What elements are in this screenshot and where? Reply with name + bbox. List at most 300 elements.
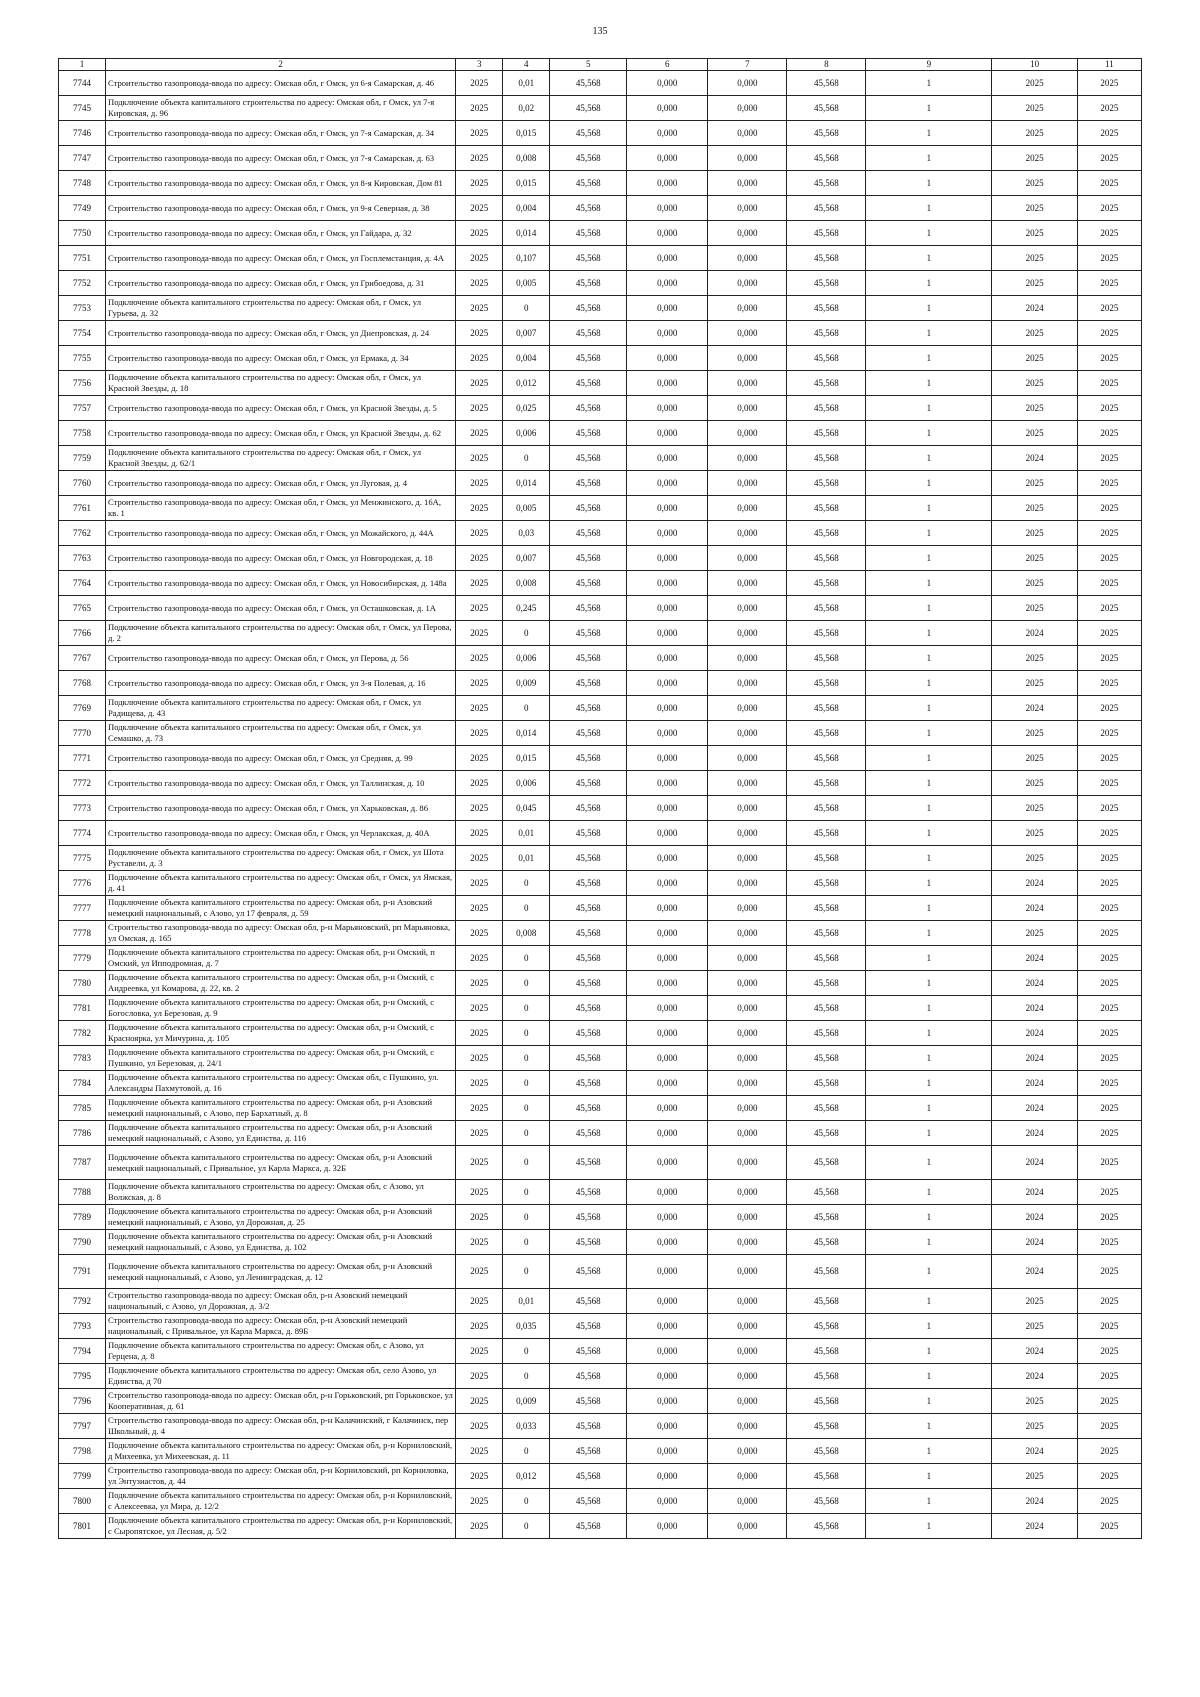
table-row: [59, 621, 1142, 646]
table-cell: 45,568: [550, 271, 627, 296]
table-cell: 0,035: [503, 1314, 550, 1339]
table-cell: 2025: [456, 1205, 503, 1230]
table-row: [59, 1230, 1142, 1255]
table-row: [59, 1439, 1142, 1464]
table-cell: 2025: [456, 871, 503, 896]
table-cell: 45,568: [550, 721, 627, 746]
table-cell: 0: [503, 1071, 550, 1096]
table-cell: 0,015: [503, 746, 550, 771]
table-cell: 0,014: [503, 471, 550, 496]
table-cell: 2025: [456, 971, 503, 996]
table-cell: 0,000: [627, 1046, 708, 1071]
table-cell: 45,568: [787, 896, 866, 921]
table-cell: 45,568: [787, 171, 866, 196]
table-row: [59, 1046, 1142, 1071]
table-cell: 45,568: [550, 521, 627, 546]
table-cell: 0,000: [627, 271, 708, 296]
column-header: 9: [866, 59, 992, 71]
table-cell: 0,000: [708, 271, 787, 296]
table-cell: Строительство газопровода-ввода по адресу: Омская обл, г Омск, ул Черлакская, д. 40А: [105, 821, 455, 846]
table-cell: 0,000: [708, 821, 787, 846]
table-cell: 2025: [992, 371, 1077, 396]
table-cell: 7757: [59, 396, 106, 421]
table-cell: 45,568: [550, 1514, 627, 1539]
table-cell: 2025: [456, 921, 503, 946]
table-cell: 1: [866, 921, 992, 946]
table-row: [59, 821, 1142, 846]
table-cell: 45,568: [550, 71, 627, 96]
table-cell: 45,568: [787, 571, 866, 596]
table-cell: Строительство газопровода-ввода по адресу: Омская обл, г Омск, ул Красной Звезды, д. 62: [105, 421, 455, 446]
table-cell: 45,568: [787, 821, 866, 846]
table-row: [59, 646, 1142, 671]
table-cell: 1: [866, 1339, 992, 1364]
table-cell: Строительство газопровода-ввода по адресу: Омская обл, г Омск, ул Луговая, д. 4: [105, 471, 455, 496]
table-cell: 2025: [1077, 421, 1141, 446]
table-cell: 0,000: [627, 696, 708, 721]
table-cell: 45,568: [550, 371, 627, 396]
table-cell: 45,568: [787, 996, 866, 1021]
table-cell: 2025: [1077, 696, 1141, 721]
table-cell: 45,568: [550, 1464, 627, 1489]
table-cell: 2024: [992, 1514, 1077, 1539]
table-cell: 0: [503, 1205, 550, 1230]
table-cell: 0,000: [627, 1255, 708, 1289]
table-cell: 2025: [1077, 621, 1141, 646]
table-cell: 0,000: [627, 396, 708, 421]
table-cell: 2025: [456, 521, 503, 546]
table-cell: 0,000: [708, 321, 787, 346]
table-cell: 1: [866, 1489, 992, 1514]
table-cell: Строительство газопровода-ввода по адресу: Омская обл, г Омск, ул Новосибирская, д. 148а: [105, 571, 455, 596]
table-cell: 0,000: [627, 1514, 708, 1539]
table-cell: 2025: [456, 71, 503, 96]
table-cell: 45,568: [787, 1046, 866, 1071]
column-header-row: [59, 59, 1142, 71]
table-cell: 0,107: [503, 246, 550, 271]
table-cell: 2025: [992, 1389, 1077, 1414]
table-cell: 0,01: [503, 846, 550, 871]
table-cell: 7783: [59, 1046, 106, 1071]
table-cell: 45,568: [787, 646, 866, 671]
table-cell: 7801: [59, 1514, 106, 1539]
table-cell: 1: [866, 71, 992, 96]
table-cell: 45,568: [550, 571, 627, 596]
table-cell: 0,000: [708, 496, 787, 521]
table-cell: 45,568: [787, 1339, 866, 1364]
table-cell: 2025: [992, 421, 1077, 446]
table-cell: 1: [866, 196, 992, 221]
table-cell: 2025: [456, 346, 503, 371]
table-cell: 0,000: [708, 246, 787, 271]
table-cell: 2024: [992, 896, 1077, 921]
table-cell: 2024: [992, 1339, 1077, 1364]
table-cell: 7755: [59, 346, 106, 371]
table-row: [59, 471, 1142, 496]
table-cell: 0: [503, 1096, 550, 1121]
table-cell: 45,568: [787, 546, 866, 571]
table-cell: 2025: [992, 171, 1077, 196]
table-cell: 7796: [59, 1389, 106, 1414]
table-cell: 2025: [992, 246, 1077, 271]
table-row: [59, 296, 1142, 321]
table-cell: 45,568: [787, 446, 866, 471]
table-cell: 2025: [1077, 496, 1141, 521]
table-cell: 0,000: [708, 296, 787, 321]
table-cell: 0,000: [708, 1255, 787, 1289]
table-cell: 2025: [992, 271, 1077, 296]
table-cell: 0,000: [708, 346, 787, 371]
table-cell: 2024: [992, 1096, 1077, 1121]
table-cell: 0,000: [708, 996, 787, 1021]
table-cell: 1: [866, 971, 992, 996]
table-cell: 1: [866, 1289, 992, 1314]
column-header: 4: [503, 59, 550, 71]
table-cell: 7774: [59, 821, 106, 846]
table-cell: 2024: [992, 296, 1077, 321]
table-cell: 2025: [456, 621, 503, 646]
table-cell: 1: [866, 871, 992, 896]
table-cell: 2025: [456, 846, 503, 871]
table-cell: 2025: [456, 1121, 503, 1146]
table-cell: 45,568: [787, 471, 866, 496]
table-cell: Подключение объекта капитального строительства по адресу: Омская обл, г Омск, ул 7-я Кировская, д. 96: [105, 96, 455, 121]
table-cell: 2025: [456, 1180, 503, 1205]
table-cell: 45,568: [550, 1121, 627, 1146]
table-cell: Подключение объекта капитального строительства по адресу: Омская обл, г Омск, ул Гурьева, д. 32: [105, 296, 455, 321]
table-cell: 0,014: [503, 221, 550, 246]
table-cell: 0: [503, 1364, 550, 1389]
table-cell: 0,000: [627, 321, 708, 346]
table-cell: 0,000: [627, 296, 708, 321]
table-cell: 0,008: [503, 571, 550, 596]
table-cell: 7791: [59, 1255, 106, 1289]
table-cell: 0,000: [627, 96, 708, 121]
table-cell: 1: [866, 621, 992, 646]
table-row: [59, 121, 1142, 146]
table-cell: 0,000: [627, 1289, 708, 1314]
table-cell: 2025: [1077, 96, 1141, 121]
table-cell: Строительство газопровода-ввода по адресу: Омская обл, г Омск, ул Таллинская, д. 10: [105, 771, 455, 796]
table-cell: 45,568: [787, 746, 866, 771]
table-cell: 0,000: [627, 621, 708, 646]
table-cell: 2025: [1077, 571, 1141, 596]
table-cell: 7800: [59, 1489, 106, 1514]
table-cell: 2025: [1077, 196, 1141, 221]
table-cell: 2024: [992, 946, 1077, 971]
table-cell: 45,568: [787, 1464, 866, 1489]
table-cell: 0: [503, 1230, 550, 1255]
table-row: [59, 346, 1142, 371]
table-cell: 0,000: [708, 921, 787, 946]
table-cell: 0,008: [503, 921, 550, 946]
table-cell: 45,568: [787, 1121, 866, 1146]
table-cell: 1: [866, 696, 992, 721]
table-cell: 1: [866, 246, 992, 271]
table-cell: 45,568: [550, 221, 627, 246]
table-cell: 0,000: [708, 1414, 787, 1439]
table-cell: 1: [866, 1514, 992, 1539]
table-cell: Подключение объекта капитального строительства по адресу: Омская обл, р-н Азовский немецкий национальный, с Азово, ул Единства, д. 102: [105, 1230, 455, 1255]
table-cell: 45,568: [787, 196, 866, 221]
table-cell: 0,000: [627, 471, 708, 496]
table-cell: 1: [866, 221, 992, 246]
table-cell: 2025: [456, 1389, 503, 1414]
table-row: [59, 971, 1142, 996]
table-cell: 2025: [456, 1046, 503, 1071]
table-cell: 1: [866, 1464, 992, 1489]
table-cell: Строительство газопровода-ввода по адресу: Омская обл, р-н Азовский немецкий национальный, с Азово, ул Дорожная, д. 3/2: [105, 1289, 455, 1314]
table-cell: 2025: [1077, 1289, 1141, 1314]
table-cell: 2025: [1077, 1180, 1141, 1205]
table-cell: 1: [866, 121, 992, 146]
table-row: [59, 221, 1142, 246]
table-cell: 45,568: [550, 146, 627, 171]
table-cell: Подключение объекта капитального строительства по адресу: Омская обл, р-н Азовский немецкий национальный, с Привальное, ул Карла Маркса, д. 32Б: [105, 1146, 455, 1180]
table-cell: 0,000: [708, 1205, 787, 1230]
table-row: [59, 546, 1142, 571]
table-cell: 7764: [59, 571, 106, 596]
table-cell: 7767: [59, 646, 106, 671]
table-cell: 2025: [456, 646, 503, 671]
table-cell: 1: [866, 546, 992, 571]
table-cell: 0,000: [627, 871, 708, 896]
table-cell: Строительство газопровода-ввода по адресу: Омская обл, г Омск, ул Можайского, д. 44А: [105, 521, 455, 546]
table-cell: 2025: [456, 1339, 503, 1364]
table-cell: 0: [503, 1514, 550, 1539]
table-cell: 2024: [992, 871, 1077, 896]
table-row: [59, 1514, 1142, 1539]
table-cell: 0,03: [503, 521, 550, 546]
table-row: [59, 1096, 1142, 1121]
table-cell: 2025: [456, 671, 503, 696]
table-cell: 0,000: [708, 1464, 787, 1489]
table-cell: 45,568: [550, 96, 627, 121]
table-cell: 0,000: [627, 1205, 708, 1230]
table-cell: 45,568: [550, 1414, 627, 1439]
table-cell: 1: [866, 646, 992, 671]
table-cell: 2025: [992, 321, 1077, 346]
table-cell: 0,009: [503, 1389, 550, 1414]
table-cell: 45,568: [787, 1389, 866, 1414]
table-cell: 45,568: [550, 1046, 627, 1071]
table-cell: 2024: [992, 971, 1077, 996]
table-cell: 45,568: [787, 371, 866, 396]
table-cell: 45,568: [787, 921, 866, 946]
table-cell: 2025: [456, 321, 503, 346]
table-cell: 0,000: [708, 446, 787, 471]
table-cell: 0,000: [627, 896, 708, 921]
table-cell: 7756: [59, 371, 106, 396]
table-row: [59, 421, 1142, 446]
table-cell: 2025: [1077, 1230, 1141, 1255]
table-cell: 2025: [1077, 1255, 1141, 1289]
table-row: [59, 446, 1142, 471]
table-cell: 7788: [59, 1180, 106, 1205]
table-cell: 0: [503, 1439, 550, 1464]
table-cell: 7785: [59, 1096, 106, 1121]
table-cell: 2025: [1077, 846, 1141, 871]
table-cell: 45,568: [787, 696, 866, 721]
table-cell: Подключение объекта капитального строительства по адресу: Омская обл, г Омск, ул Ямская, д. 41: [105, 871, 455, 896]
table-cell: 2025: [992, 346, 1077, 371]
table-cell: 2024: [992, 1121, 1077, 1146]
table-cell: 45,568: [550, 496, 627, 521]
table-cell: 2024: [992, 1364, 1077, 1389]
table-cell: Строительство газопровода-ввода по адресу: Омская обл, г Омск, ул Менжинского, д. 16А, кв. 1: [105, 496, 455, 521]
table-cell: 2025: [992, 821, 1077, 846]
table-cell: 0,000: [627, 246, 708, 271]
table-cell: 2025: [992, 221, 1077, 246]
table-cell: 7768: [59, 671, 106, 696]
table-cell: 7795: [59, 1364, 106, 1389]
table-cell: 1: [866, 1205, 992, 1230]
table-cell: 45,568: [550, 771, 627, 796]
table-row: [59, 1255, 1142, 1289]
table-cell: Строительство газопровода-ввода по адресу: Омская обл, г Омск, ул 3-я Полевая, д. 16: [105, 671, 455, 696]
table-cell: 1: [866, 896, 992, 921]
table-cell: 0,000: [627, 746, 708, 771]
table-cell: 0,000: [627, 421, 708, 446]
table-cell: 0,000: [627, 171, 708, 196]
table-cell: 0,000: [627, 646, 708, 671]
column-header: 2: [105, 59, 455, 71]
table-cell: 0,000: [708, 1489, 787, 1514]
table-cell: 45,568: [550, 1289, 627, 1314]
table-cell: Строительство газопровода-ввода по адресу: Омская обл, р-н Корниловский, рп Корниловка, ул Энтузиастов, д. 44: [105, 1464, 455, 1489]
table-cell: 1: [866, 521, 992, 546]
table-cell: 2025: [1077, 546, 1141, 571]
table-cell: 1: [866, 1439, 992, 1464]
table-cell: 2025: [456, 596, 503, 621]
column-header: 8: [787, 59, 866, 71]
table-cell: 2025: [1077, 921, 1141, 946]
table-cell: 0,000: [627, 1389, 708, 1414]
table-cell: 0,006: [503, 421, 550, 446]
table-cell: Строительство газопровода-ввода по адресу: Омская обл, р-н Марьяновский, рп Марьяновка, ул Омская, д. 165: [105, 921, 455, 946]
table-cell: Подключение объекта капитального строительства по адресу: Омская обл, р-н Корниловский, с Алексеевка, ул Мира, д. 12/2: [105, 1489, 455, 1514]
table-cell: 2025: [1077, 271, 1141, 296]
table-cell: 7798: [59, 1439, 106, 1464]
table-cell: 0,009: [503, 671, 550, 696]
table-cell: 7790: [59, 1230, 106, 1255]
table-cell: 45,568: [550, 1146, 627, 1180]
table-cell: 2024: [992, 1489, 1077, 1514]
table-cell: 7775: [59, 846, 106, 871]
table-cell: 2025: [1077, 771, 1141, 796]
table-cell: 1: [866, 1046, 992, 1071]
table-cell: 2025: [992, 771, 1077, 796]
table-row: [59, 271, 1142, 296]
table-row: [59, 1364, 1142, 1389]
table-cell: 45,568: [787, 1205, 866, 1230]
table-cell: 0,000: [708, 1289, 787, 1314]
table-cell: Подключение объекта капитального строительства по адресу: Омская обл, с Азово, ул Волжская, д. 8: [105, 1180, 455, 1205]
table-cell: 45,568: [787, 1439, 866, 1464]
table-cell: Подключение объекта капитального строительства по адресу: Омская обл, г Омск, ул Семашко, д. 73: [105, 721, 455, 746]
table-cell: 0,008: [503, 146, 550, 171]
table-cell: 45,568: [550, 121, 627, 146]
table-cell: 0,01: [503, 1289, 550, 1314]
table-cell: 45,568: [787, 146, 866, 171]
table-cell: 0,000: [627, 721, 708, 746]
column-header: 7: [708, 59, 787, 71]
table-cell: 7765: [59, 596, 106, 621]
table-cell: 0,000: [708, 1121, 787, 1146]
table-cell: Подключение объекта капитального строительства по адресу: Омская обл, г Омск, ул Радищева, д. 43: [105, 696, 455, 721]
table-cell: 0,000: [708, 846, 787, 871]
table-cell: 2025: [1077, 146, 1141, 171]
table-cell: 2025: [456, 1289, 503, 1314]
table-row: [59, 1121, 1142, 1146]
table-cell: 2025: [992, 96, 1077, 121]
table-cell: 2025: [1077, 971, 1141, 996]
table-cell: 0: [503, 696, 550, 721]
table-cell: 1: [866, 496, 992, 521]
table-cell: 45,568: [550, 1071, 627, 1096]
table-cell: 0,000: [708, 1364, 787, 1389]
table-cell: 2025: [992, 396, 1077, 421]
table-cell: 0,000: [708, 621, 787, 646]
table-cell: 45,568: [787, 771, 866, 796]
table-cell: 45,568: [550, 1389, 627, 1414]
table-cell: 7746: [59, 121, 106, 146]
table-cell: 45,568: [550, 421, 627, 446]
table-cell: 45,568: [550, 671, 627, 696]
table-cell: 2025: [1077, 1121, 1141, 1146]
table-cell: 0,000: [627, 821, 708, 846]
table-cell: 1: [866, 1021, 992, 1046]
table-cell: 0,000: [708, 746, 787, 771]
table-cell: 0,000: [708, 946, 787, 971]
table-row: [59, 396, 1142, 421]
table-cell: 0: [503, 1339, 550, 1364]
table-cell: Строительство газопровода-ввода по адресу: Омская обл, г Омск, ул 8-я Кировская, Дом 81: [105, 171, 455, 196]
table-cell: 7748: [59, 171, 106, 196]
table-cell: 2025: [456, 1021, 503, 1046]
table-cell: 1: [866, 1364, 992, 1389]
table-row: [59, 96, 1142, 121]
table-cell: 7766: [59, 621, 106, 646]
table-cell: 45,568: [550, 746, 627, 771]
table-cell: 1: [866, 596, 992, 621]
table-cell: 1: [866, 96, 992, 121]
table-cell: 2025: [456, 1071, 503, 1096]
table-cell: 2025: [1077, 1389, 1141, 1414]
table-cell: 7761: [59, 496, 106, 521]
table-cell: 0,000: [708, 896, 787, 921]
table-cell: 0,000: [708, 1146, 787, 1180]
table-cell: 0,000: [627, 571, 708, 596]
table-cell: 2025: [456, 896, 503, 921]
table-cell: 2025: [1077, 896, 1141, 921]
table-cell: 2024: [992, 1046, 1077, 1071]
table-cell: 1: [866, 1096, 992, 1121]
column-header: 1: [59, 59, 106, 71]
table-cell: 0,012: [503, 371, 550, 396]
table-cell: 1: [866, 171, 992, 196]
table-cell: Строительство газопровода-ввода по адресу: Омская обл, г Омск, ул Осташковская, д. 1А: [105, 596, 455, 621]
column-header: 5: [550, 59, 627, 71]
table-row: [59, 496, 1142, 521]
table-cell: 1: [866, 571, 992, 596]
table-row: [59, 1205, 1142, 1230]
table-cell: 2025: [992, 1414, 1077, 1439]
table-body: [59, 71, 1142, 1539]
table-cell: 0,000: [708, 221, 787, 246]
table-cell: 2025: [1077, 1464, 1141, 1489]
table-cell: 0,005: [503, 271, 550, 296]
